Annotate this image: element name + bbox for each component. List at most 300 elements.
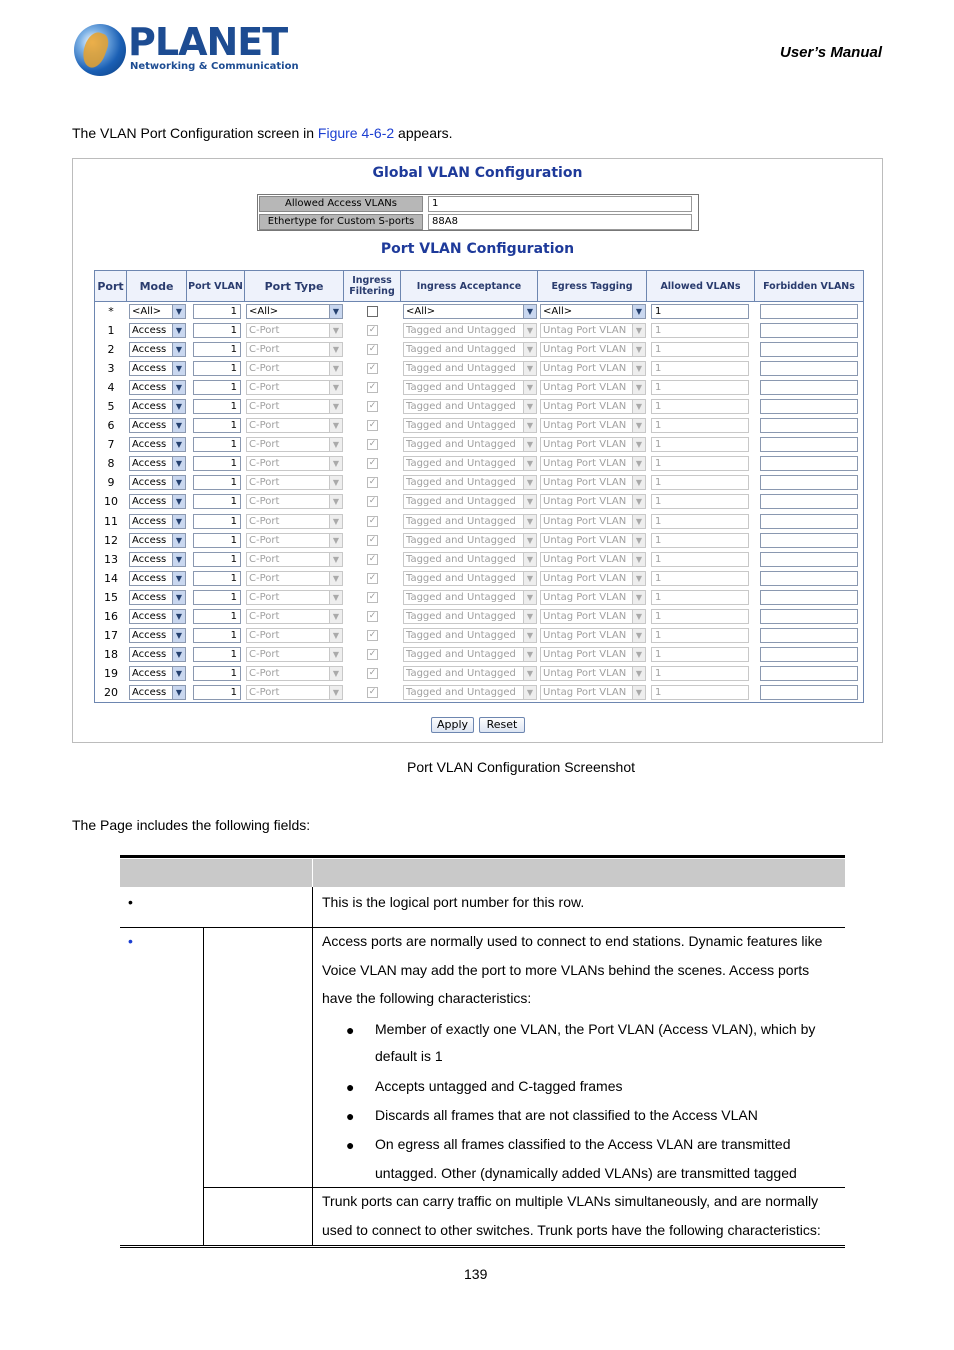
allowed-vlans-input[interactable]: 1 — [651, 342, 749, 357]
port-vlan-input[interactable]: 1 — [193, 533, 241, 548]
port-number: 17 — [104, 628, 118, 642]
port-vlan-input[interactable]: 1 — [193, 552, 241, 567]
chevron-down-icon: ▼ — [172, 553, 185, 566]
access-bullet-text: untagged. Other (dynamically added VLANs) are transmitted tagged — [375, 1165, 797, 1181]
port-type-select[interactable] — [246, 456, 343, 471]
allowed-vlans-input[interactable]: 1 — [651, 475, 749, 490]
mode-select[interactable] — [129, 552, 186, 567]
egress-tagging-select[interactable] — [540, 533, 646, 548]
port-number: 13 — [104, 552, 118, 566]
port-vlan-input[interactable]: 1 — [193, 609, 241, 624]
ingress-filtering-checkbox[interactable] — [367, 687, 378, 698]
port-vlan-input[interactable]: 1 — [193, 456, 241, 471]
manual-title: User’s Manual — [780, 44, 882, 61]
forbidden-vlans-input[interactable] — [760, 533, 858, 548]
chevron-down-icon: ▼ — [329, 438, 342, 451]
chevron-down-icon: ▼ — [329, 343, 342, 356]
ingress-filtering-checkbox[interactable] — [367, 630, 378, 641]
port-type-select[interactable] — [246, 475, 343, 490]
allowed-vlans-input[interactable]: 1 — [651, 399, 749, 414]
port-vlan-input[interactable]: 1 — [193, 647, 241, 662]
ingress-acceptance-select[interactable] — [403, 628, 537, 643]
global-row-ethertype — [258, 213, 698, 231]
port-type-select[interactable] — [246, 399, 343, 414]
mode-select[interactable] — [129, 590, 186, 605]
ingress-acceptance-select[interactable] — [403, 475, 537, 490]
egress-tagging-select[interactable] — [540, 342, 646, 357]
acceptance-value: Tagged and Untagged — [406, 572, 516, 584]
mode-select[interactable] — [129, 361, 186, 376]
chevron-down-icon: ▼ — [632, 381, 645, 394]
allowed-vlans-input[interactable]: 1 — [651, 666, 749, 681]
egress-tagging-select[interactable] — [540, 666, 646, 681]
mode-select[interactable] — [129, 437, 186, 452]
forbidden-vlans-input[interactable] — [760, 380, 858, 395]
chevron-down-icon: ▼ — [523, 648, 536, 661]
chevron-down-icon: ▼ — [172, 343, 185, 356]
chevron-down-icon: ▼ — [329, 591, 342, 604]
ingress-acceptance-select[interactable] — [403, 685, 537, 700]
allowed-vlans-input[interactable]: 1 — [651, 647, 749, 662]
egress-tagging-select[interactable] — [540, 628, 646, 643]
ingress-acceptance-select[interactable] — [403, 437, 537, 452]
acceptance-value: Tagged and Untagged — [406, 610, 516, 622]
port-type-select[interactable] — [246, 628, 343, 643]
allowed-vlans-input[interactable]: 1 — [651, 628, 749, 643]
mode-select[interactable] — [129, 533, 186, 548]
checkmark-icon: ✓ — [368, 534, 377, 545]
allowed-vlans-input[interactable]: 1 — [651, 494, 749, 509]
ingress-acceptance-select[interactable] — [403, 590, 537, 605]
allowed-vlans-input[interactable]: 1 — [651, 533, 749, 548]
acceptance-value: Tagged and Untagged — [406, 496, 516, 508]
table-header — [95, 271, 863, 302]
forbidden-vlans-input[interactable] — [760, 514, 858, 529]
ingress-filtering-checkbox[interactable] — [367, 477, 378, 488]
global-vlan-title: Global VLAN Configuration — [372, 165, 583, 181]
egress-tagging-select[interactable] — [540, 571, 646, 586]
port-number: 18 — [104, 647, 118, 661]
checkmark-icon: ✓ — [368, 477, 377, 488]
egress-tagging-select[interactable] — [540, 494, 646, 509]
port-vlan-input[interactable]: 1 — [193, 685, 241, 700]
tagging-value: Untag Port VLAN — [543, 420, 627, 432]
port-vlan-input[interactable]: 1 — [193, 666, 241, 681]
mode-value: Access — [132, 477, 167, 489]
tagging-value: <All> — [543, 306, 573, 317]
forbidden-vlans-input[interactable] — [760, 628, 858, 643]
ingress-filtering-checkbox[interactable] — [367, 573, 378, 584]
tagging-value: Untag Port VLAN — [543, 534, 627, 546]
mode-select[interactable] — [129, 323, 186, 338]
ingress-filtering-checkbox[interactable] — [367, 516, 378, 527]
port-vlan-input[interactable]: 1 — [193, 628, 241, 643]
ingress-filtering-checkbox[interactable] — [367, 344, 378, 355]
table-row — [95, 607, 863, 626]
chevron-down-icon: ▼ — [329, 400, 342, 413]
chevron-down-icon: ▼ — [329, 419, 342, 432]
ingress-acceptance-select[interactable] — [403, 666, 537, 681]
mode-select[interactable] — [129, 342, 186, 357]
chevron-down-icon: ▼ — [632, 648, 645, 661]
port-number: 19 — [104, 666, 118, 680]
port-type-value: C-Port — [249, 629, 280, 641]
ingress-filtering-checkbox[interactable] — [367, 439, 378, 450]
allowed-vlans-input[interactable]: 1 — [651, 571, 749, 586]
ingress-acceptance-select[interactable] — [403, 552, 537, 567]
ingress-acceptance-select[interactable] — [403, 361, 537, 376]
ingress-acceptance-select[interactable] — [403, 342, 537, 357]
allowed-vlans-input[interactable]: 1 — [651, 304, 749, 319]
forbidden-vlans-input[interactable] — [760, 304, 858, 319]
egress-tagging-select[interactable] — [540, 437, 646, 452]
mode-value: Access — [132, 667, 167, 679]
port-number: 11 — [104, 514, 118, 528]
port-type-select[interactable] — [246, 647, 343, 662]
ingress-filtering-checkbox[interactable] — [367, 535, 378, 546]
mode-select[interactable] — [129, 666, 186, 681]
forbidden-vlans-input[interactable] — [760, 475, 858, 490]
acceptance-value: Tagged and Untagged — [406, 591, 516, 603]
ingress-filtering-checkbox[interactable] — [367, 554, 378, 565]
chevron-down-icon: ▼ — [632, 610, 645, 623]
egress-tagging-select[interactable] — [540, 304, 646, 319]
ingress-filtering-checkbox[interactable] — [367, 382, 378, 393]
port-number: 1 — [107, 324, 115, 337]
forbidden-vlans-input[interactable] — [760, 609, 858, 624]
port-type-select[interactable] — [246, 609, 343, 624]
mode-select[interactable] — [129, 571, 186, 586]
checkmark-icon: ✓ — [368, 458, 377, 469]
forbidden-vlans-input[interactable] — [760, 494, 858, 509]
mode-select[interactable] — [129, 685, 186, 700]
chevron-down-icon: ▼ — [172, 667, 185, 680]
port-type-select[interactable] — [246, 571, 343, 586]
table-row — [95, 321, 863, 340]
acceptance-value: Tagged and Untagged — [406, 420, 516, 432]
port-vlan-input[interactable]: 1 — [193, 418, 241, 433]
ingress-acceptance-select[interactable] — [403, 418, 537, 433]
column-divider — [203, 927, 204, 1245]
mode-select[interactable] — [129, 475, 186, 490]
mode-value: Access — [132, 648, 167, 660]
port-type-select[interactable] — [246, 685, 343, 700]
allowed-access-vlans-input[interactable]: 1 — [428, 196, 692, 212]
egress-tagging-select[interactable] — [540, 399, 646, 414]
col-port-vlan: Port VLAN — [187, 271, 245, 301]
forbidden-vlans-input[interactable] — [760, 437, 858, 452]
table-row — [95, 550, 863, 569]
allowed-vlans-input[interactable]: 1 — [651, 323, 749, 338]
table-row — [95, 626, 863, 645]
port-vlan-input[interactable]: 1 — [193, 323, 241, 338]
port-number: * — [108, 305, 114, 318]
tagging-value: Untag Port VLAN — [543, 401, 627, 413]
allowed-vlans-input[interactable]: 1 — [651, 590, 749, 605]
mode-value: Access — [132, 439, 167, 451]
access-bullet-text: Discards all frames that are not classified to the Access VLAN — [375, 1107, 758, 1123]
ingress-acceptance-select[interactable] — [403, 456, 537, 471]
checkmark-icon: ✓ — [368, 667, 377, 678]
port-type-select[interactable] — [246, 666, 343, 681]
port-type-value: <All> — [249, 306, 279, 317]
apply-button[interactable]: Apply — [431, 717, 474, 733]
ingress-filtering-checkbox[interactable] — [367, 649, 378, 660]
logo-subtext: Networking & Communication — [130, 61, 299, 72]
forbidden-vlans-input[interactable] — [760, 590, 858, 605]
mode-value: Access — [132, 363, 167, 375]
intro-before: The VLAN Port Configuration screen in — [72, 125, 318, 141]
forbidden-vlans-input[interactable] — [760, 323, 858, 338]
col-egress-tagging: Egress Tagging — [538, 271, 647, 301]
mode-select[interactable] — [129, 494, 186, 509]
ingress-acceptance-select[interactable] — [403, 380, 537, 395]
checkmark-icon: ✓ — [368, 515, 377, 526]
chevron-down-icon: ▼ — [172, 305, 185, 318]
acceptance-value: Tagged and Untagged — [406, 534, 516, 546]
bullet-icon: ● — [346, 1022, 355, 1038]
port-type-select[interactable] — [246, 514, 343, 529]
chevron-down-icon: ▼ — [523, 438, 536, 451]
forbidden-vlans-input[interactable] — [760, 552, 858, 567]
ingress-filtering-checkbox[interactable] — [367, 611, 378, 622]
screenshot-frame — [72, 158, 883, 743]
port-vlan-input[interactable]: 1 — [193, 361, 241, 376]
forbidden-vlans-input[interactable] — [760, 666, 858, 681]
port-type-select[interactable] — [246, 361, 343, 376]
port-description: This is the logical port number for this row. — [322, 894, 585, 910]
mode-select[interactable] — [129, 514, 186, 529]
port-vlan-input[interactable]: 1 — [193, 437, 241, 452]
mode-select[interactable] — [129, 418, 186, 433]
table-row — [95, 435, 863, 454]
table-row — [95, 473, 863, 492]
forbidden-vlans-input[interactable] — [760, 361, 858, 376]
port-type-select[interactable] — [246, 323, 343, 338]
ingress-acceptance-select[interactable] — [403, 514, 537, 529]
port-type-select[interactable] — [246, 342, 343, 357]
trunk-desc-line: used to connect to other switches. Trunk ports have the following characteristics: — [322, 1222, 821, 1238]
chevron-down-icon: ▼ — [632, 515, 645, 528]
bullet-icon: ● — [346, 1079, 355, 1095]
port-type-select[interactable] — [246, 552, 343, 567]
port-type-select[interactable] — [246, 533, 343, 548]
port-type-select[interactable] — [246, 418, 343, 433]
ingress-filtering-checkbox[interactable] — [367, 306, 378, 317]
ingress-acceptance-select[interactable] — [403, 323, 537, 338]
port-type-select[interactable] — [246, 304, 343, 319]
chevron-down-icon: ▼ — [523, 495, 536, 508]
table-row — [95, 397, 863, 416]
tagging-value: Untag Port VLAN — [543, 477, 627, 489]
chevron-down-icon: ▼ — [523, 629, 536, 642]
port-type-select[interactable] — [246, 437, 343, 452]
tagging-value: Untag Port VLAN — [543, 458, 627, 470]
acceptance-value: Tagged and Untagged — [406, 382, 516, 394]
chevron-down-icon: ▼ — [172, 572, 185, 585]
chevron-down-icon: ▼ — [632, 400, 645, 413]
ingress-acceptance-select[interactable] — [403, 533, 537, 548]
port-number: 14 — [104, 571, 118, 585]
chevron-down-icon: ▼ — [523, 515, 536, 528]
chevron-down-icon: ▼ — [172, 648, 185, 661]
chevron-down-icon: ▼ — [329, 476, 342, 489]
egress-tagging-select[interactable] — [540, 323, 646, 338]
chevron-down-icon: ▼ — [523, 305, 536, 318]
mode-value: Access — [132, 629, 167, 641]
bullet-icon: ● — [346, 1108, 355, 1124]
egress-tagging-select[interactable] — [540, 514, 646, 529]
chevron-down-icon: ▼ — [523, 419, 536, 432]
mode-select[interactable] — [129, 304, 186, 319]
access-bullet-text: Accepts untagged and C-tagged frames — [375, 1078, 623, 1094]
acceptance-value: Tagged and Untagged — [406, 648, 516, 660]
checkmark-icon: ✓ — [368, 591, 377, 602]
mode-select[interactable] — [129, 399, 186, 414]
port-vlan-input[interactable]: 1 — [193, 475, 241, 490]
port-type-value: C-Port — [249, 534, 280, 546]
port-vlan-input[interactable]: 1 — [193, 590, 241, 605]
ingress-filtering-checkbox[interactable] — [367, 420, 378, 431]
acceptance-value: <All> — [406, 306, 436, 317]
chevron-down-icon: ▼ — [523, 343, 536, 356]
mode-value: Access — [132, 458, 167, 470]
port-type-value: C-Port — [249, 515, 280, 527]
egress-tagging-select[interactable] — [540, 418, 646, 433]
forbidden-vlans-input[interactable] — [760, 571, 858, 586]
ingress-acceptance-select[interactable] — [403, 494, 537, 509]
ingress-filtering-checkbox[interactable] — [367, 363, 378, 374]
checkmark-icon: ✓ — [368, 496, 377, 507]
forbidden-vlans-input[interactable] — [760, 418, 858, 433]
egress-tagging-select[interactable] — [540, 456, 646, 471]
table-row-all — [95, 302, 863, 321]
port-number: 4 — [107, 381, 115, 395]
chevron-down-icon: ▼ — [329, 667, 342, 680]
chevron-down-icon: ▼ — [172, 381, 185, 394]
port-vlan-input[interactable]: 1 — [193, 342, 241, 357]
col-allowed-vlans: Allowed VLANs — [647, 271, 755, 301]
acceptance-value: Tagged and Untagged — [406, 629, 516, 641]
ingress-filtering-checkbox[interactable] — [367, 668, 378, 679]
checkmark-icon: ✓ — [368, 420, 377, 431]
ingress-acceptance-select[interactable] — [403, 399, 537, 414]
egress-tagging-select[interactable] — [540, 609, 646, 624]
allowed-vlans-input[interactable]: 1 — [651, 552, 749, 567]
logo-text: PLANET — [128, 20, 288, 64]
chevron-down-icon: ▼ — [329, 495, 342, 508]
ethertype-input[interactable]: 88A8 — [428, 214, 692, 230]
chevron-down-icon: ▼ — [523, 591, 536, 604]
port-vlan-input[interactable]: 1 — [193, 571, 241, 586]
chevron-down-icon: ▼ — [329, 610, 342, 623]
mode-value: Access — [132, 382, 167, 394]
allowed-vlans-input[interactable]: 1 — [651, 361, 749, 376]
ingress-filtering-checkbox[interactable] — [367, 325, 378, 336]
egress-tagging-select[interactable] — [540, 380, 646, 395]
table-row — [95, 683, 863, 702]
allowed-vlans-input[interactable]: 1 — [651, 685, 749, 700]
global-row-label: Ethertype for Custom S-ports — [259, 214, 423, 230]
ingress-filtering-checkbox[interactable] — [367, 496, 378, 507]
acceptance-value: Tagged and Untagged — [406, 363, 516, 375]
port-type-select[interactable] — [246, 590, 343, 605]
port-vlan-input[interactable]: 1 — [193, 514, 241, 529]
port-type-select[interactable] — [246, 380, 343, 395]
egress-tagging-select[interactable] — [540, 552, 646, 567]
mode-value: <All> — [132, 306, 162, 317]
ingress-filtering-checkbox[interactable] — [367, 401, 378, 412]
forbidden-vlans-input[interactable] — [760, 342, 858, 357]
mode-select[interactable] — [129, 380, 186, 395]
port-vlan-input[interactable]: 1 — [193, 304, 241, 319]
egress-tagging-select[interactable] — [540, 647, 646, 662]
mode-select[interactable] — [129, 647, 186, 662]
mode-select[interactable] — [129, 456, 186, 471]
forbidden-vlans-input[interactable] — [760, 647, 858, 662]
ingress-acceptance-select[interactable] — [403, 647, 537, 662]
ingress-acceptance-select[interactable] — [403, 304, 537, 319]
ingress-acceptance-select[interactable] — [403, 571, 537, 586]
reset-button[interactable]: Reset — [479, 717, 525, 733]
col-port-type: Port Type — [245, 271, 344, 301]
port-vlan-input[interactable]: 1 — [193, 494, 241, 509]
egress-tagging-select[interactable] — [540, 361, 646, 376]
fields-table-header — [120, 859, 845, 887]
port-vlan-input[interactable]: 1 — [193, 380, 241, 395]
allowed-vlans-input[interactable]: 1 — [651, 418, 749, 433]
port-type-value: C-Port — [249, 610, 280, 622]
checkmark-icon: ✓ — [368, 629, 377, 640]
allowed-vlans-input[interactable]: 1 — [651, 437, 749, 452]
port-type-select[interactable] — [246, 494, 343, 509]
forbidden-vlans-input[interactable] — [760, 399, 858, 414]
mode-select[interactable] — [129, 628, 186, 643]
forbidden-vlans-input[interactable] — [760, 456, 858, 471]
intro-paragraph — [72, 125, 453, 141]
allowed-vlans-input[interactable]: 1 — [651, 380, 749, 395]
mode-select[interactable] — [129, 609, 186, 624]
allowed-vlans-input[interactable]: 1 — [651, 514, 749, 529]
chevron-down-icon: ▼ — [523, 610, 536, 623]
port-number: 10 — [104, 495, 118, 509]
egress-tagging-select[interactable] — [540, 475, 646, 490]
tagging-value: Untag Port VLAN — [543, 496, 627, 508]
forbidden-vlans-input[interactable] — [760, 685, 858, 700]
figure-link[interactable]: Figure 4-6-2 — [317, 125, 395, 141]
port-type-value: C-Port — [249, 648, 280, 660]
allowed-vlans-input[interactable]: 1 — [651, 609, 749, 624]
chevron-down-icon: ▼ — [329, 572, 342, 585]
egress-tagging-select[interactable] — [540, 590, 646, 605]
chevron-down-icon: ▼ — [172, 629, 185, 642]
egress-tagging-select[interactable] — [540, 685, 646, 700]
port-vlan-input[interactable]: 1 — [193, 399, 241, 414]
allowed-vlans-input[interactable]: 1 — [651, 456, 749, 471]
global-vlan-table — [257, 194, 699, 231]
acceptance-value: Tagged and Untagged — [406, 401, 516, 413]
checkmark-icon: ✓ — [368, 686, 377, 697]
port-type-value: C-Port — [249, 363, 280, 375]
port-type-value: C-Port — [249, 686, 280, 698]
ingress-filtering-checkbox[interactable] — [367, 458, 378, 469]
port-number: 7 — [107, 438, 115, 452]
ingress-filtering-checkbox[interactable] — [367, 592, 378, 603]
ingress-acceptance-select[interactable] — [403, 609, 537, 624]
port-type-value: C-Port — [249, 477, 280, 489]
fields-table — [120, 855, 845, 1250]
tagging-value: Untag Port VLAN — [543, 439, 627, 451]
